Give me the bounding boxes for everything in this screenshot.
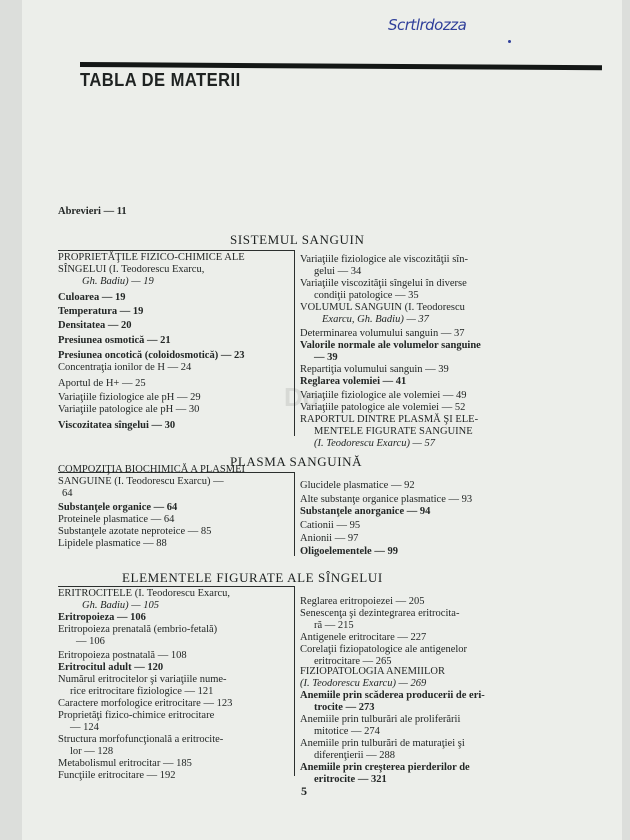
toc-entry: Variaţiile fiziologice ale pH — 29 <box>58 392 201 403</box>
toc-entry: Proteinele plasmatice — 64 <box>58 514 175 525</box>
toc-entry: ERITROCITELE (I. Teodorescu Exarcu, <box>58 588 230 599</box>
section-heading-sistemul-sanguin: SISTEMUL SANGUIN <box>230 232 365 247</box>
toc-entry: SANGUINE (I. Teodorescu Exarcu) — <box>58 476 224 487</box>
toc-entry: Gh. Badiu) — 19 <box>82 276 154 287</box>
toc-entry: mitotice — 274 <box>314 726 380 737</box>
column-divider <box>294 586 296 776</box>
toc-entry: Concentraţia ionilor de H — 24 <box>58 362 192 373</box>
toc-entry: Valorile normale ale volumelor sanguine <box>300 340 481 351</box>
toc-entry: 64 <box>62 488 73 499</box>
toc-entry: Determinarea volumului sanguin — 37 <box>300 328 465 339</box>
toc-entry: gelui — 34 <box>314 266 362 277</box>
toc-entry: rice eritrocitare fiziologice — 121 <box>70 686 214 697</box>
toc-entry: diferenţierii — 288 <box>314 750 396 761</box>
toc-entry: VOLUMUL SANGUIN (I. Teodorescu <box>300 302 465 313</box>
toc-entry: Anemiile prin scăderea producerii de eri- <box>300 690 485 701</box>
toc-entry: (I. Teodorescu Exarcu) — 57 <box>314 438 436 449</box>
toc-entry: Exarcu, Gh. Badiu) — 37 <box>322 314 429 325</box>
toc-entry: Variaţiile patologice ale pH — 30 <box>58 404 200 415</box>
toc-entry: Anemiile prin tulburări de maturaţiei şi <box>300 738 465 749</box>
toc-entry: Antigenele eritrocitare — 227 <box>300 632 427 643</box>
toc-entry: eritrocitare — 265 <box>314 656 392 667</box>
toc-entry: Corelaţii fiziopatologice ale antigenelor <box>300 644 468 655</box>
toc-entry: Aportul de H+ — 25 <box>58 378 146 389</box>
toc-entry: Culoarea — 19 <box>58 292 126 303</box>
column-divider <box>294 250 296 436</box>
toc-entry: Gh. Badiu) — 105 <box>82 600 159 611</box>
toc-entry: PROPRIETĂŢILE FIZICO-CHIMICE ALE <box>58 252 245 263</box>
toc-entry: ră — 215 <box>314 620 354 631</box>
toc-entry: Repartiţia volumului sanguin — 39 <box>300 364 449 375</box>
toc-entry: Presiunea osmotică — 21 <box>58 335 171 346</box>
toc-entry: Anemiile prin creşterea pierderilor de <box>300 762 470 773</box>
toc-entry: — 106 <box>76 636 105 647</box>
toc-entry: Variaţiile patologice ale volemiei — 52 <box>300 402 466 413</box>
toc-entry: Structura morfofuncţională a eritrocite- <box>58 734 224 745</box>
toc-entry: RAPORTUL DINTRE PLASMĂ ŞI ELE- <box>300 414 479 425</box>
toc-entry: eritrocite — 321 <box>314 774 387 785</box>
toc-entry: lor — 128 <box>70 746 114 757</box>
toc-entry: Eritropoieza — 106 <box>58 612 146 623</box>
toc-entry: (I. Teodorescu Exarcu) — 269 <box>300 678 427 689</box>
divider-left <box>58 250 294 251</box>
toc-entry: Cationii — 95 <box>300 520 361 531</box>
toc-entry: trocite — 273 <box>314 702 375 713</box>
toc-entry: Substanţele organice — 64 <box>58 502 178 513</box>
toc-entry: Funcţiile eritrocitare — 192 <box>58 770 176 781</box>
toc-entry: MENTELE FIGURATE SANGUINE <box>314 426 473 437</box>
toc-entry: Alte substanţe organice plasmatice — 93 <box>300 494 473 505</box>
toc-entry: Variaţiile viscozităţii sîngelui în diverse <box>300 278 467 289</box>
toc-entry: Numărul eritrocitelor şi variaţiile nume- <box>58 674 227 685</box>
toc-entry: COMPOZIŢIA BIOCHIMICĂ A PLASMEI <box>58 464 245 475</box>
toc-entry: Substanţele anorganice — 94 <box>300 506 431 517</box>
toc-entry: Lipidele plasmatice — 88 <box>58 538 167 549</box>
handwritten-signature: Scrtlrdozza <box>388 16 467 34</box>
toc-entry: Eritropoieza prenatală (embrio-fetală) <box>58 624 218 635</box>
toc-entry: SÎNGELUI (I. Teodorescu Exarcu, <box>58 264 205 275</box>
toc-entry: FIZIOPATOLOGIA ANEMIILOR <box>300 666 445 677</box>
toc-entry: Eritrocitul adult — 120 <box>58 662 164 673</box>
toc-entry: Caractere morfologice eritrocitare — 123 <box>58 698 233 709</box>
toc-entry: Anemiile prin tulburări ale proliferării <box>300 714 461 725</box>
section-heading-elementele-figurate: ELEMENTELE FIGURATE ALE SÎNGELUI <box>122 570 383 585</box>
watermark-text: Do <box>284 382 319 412</box>
toc-entry: Metabolismul eritrocitar — 185 <box>58 758 192 769</box>
toc-entry: Presiunea oncotică (coloidosmotică) — 23 <box>58 350 245 361</box>
toc-entry: Viscozitatea sîngelui — 30 <box>58 420 176 431</box>
toc-entry: Densitatea — 20 <box>58 320 132 331</box>
toc-entry: Reglarea volemiei — 41 <box>300 376 407 387</box>
toc-entry: Senescenţa şi dezintegrarea eritrocita- <box>300 608 460 619</box>
toc-entry: Variaţiile fiziologice ale viscozităţii sîn- <box>300 254 468 265</box>
toc-entry: Proprietăţi fizico-chimice eritrocitare <box>58 710 215 721</box>
toc-entry: Eritropoieza postnatală — 108 <box>58 650 187 661</box>
signature-dot <box>508 40 511 43</box>
page-title: TABLA DE MATERII <box>80 70 241 90</box>
column-divider <box>294 472 296 556</box>
abrevieri-entry: Abrevieri — 11 <box>58 206 127 217</box>
section-heading-plasma-sanguina: PLASMA SANGUINĂ <box>230 454 363 469</box>
toc-entry: Glucidele plasmatice — 92 <box>300 480 415 491</box>
toc-entry: Oligoelementele — 99 <box>300 546 398 557</box>
toc-entry: Temperatura — 19 <box>58 306 144 317</box>
toc-entry: condiţii patologice — 35 <box>314 290 419 301</box>
book-page <box>22 0 622 840</box>
toc-entry: — 124 <box>70 722 99 733</box>
page-number: 5 <box>301 784 307 798</box>
title-rule <box>80 62 602 70</box>
toc-entry: Substanţele azotate neproteice — 85 <box>58 526 212 537</box>
toc-entry: Anionii — 97 <box>300 533 359 544</box>
toc-entry: Reglarea eritropoiezei — 205 <box>300 596 425 607</box>
divider-left <box>58 586 294 587</box>
toc-entry: — 39 <box>314 352 338 363</box>
toc-entry: Variaţiile fiziologice ale volemiei — 49 <box>300 390 467 401</box>
